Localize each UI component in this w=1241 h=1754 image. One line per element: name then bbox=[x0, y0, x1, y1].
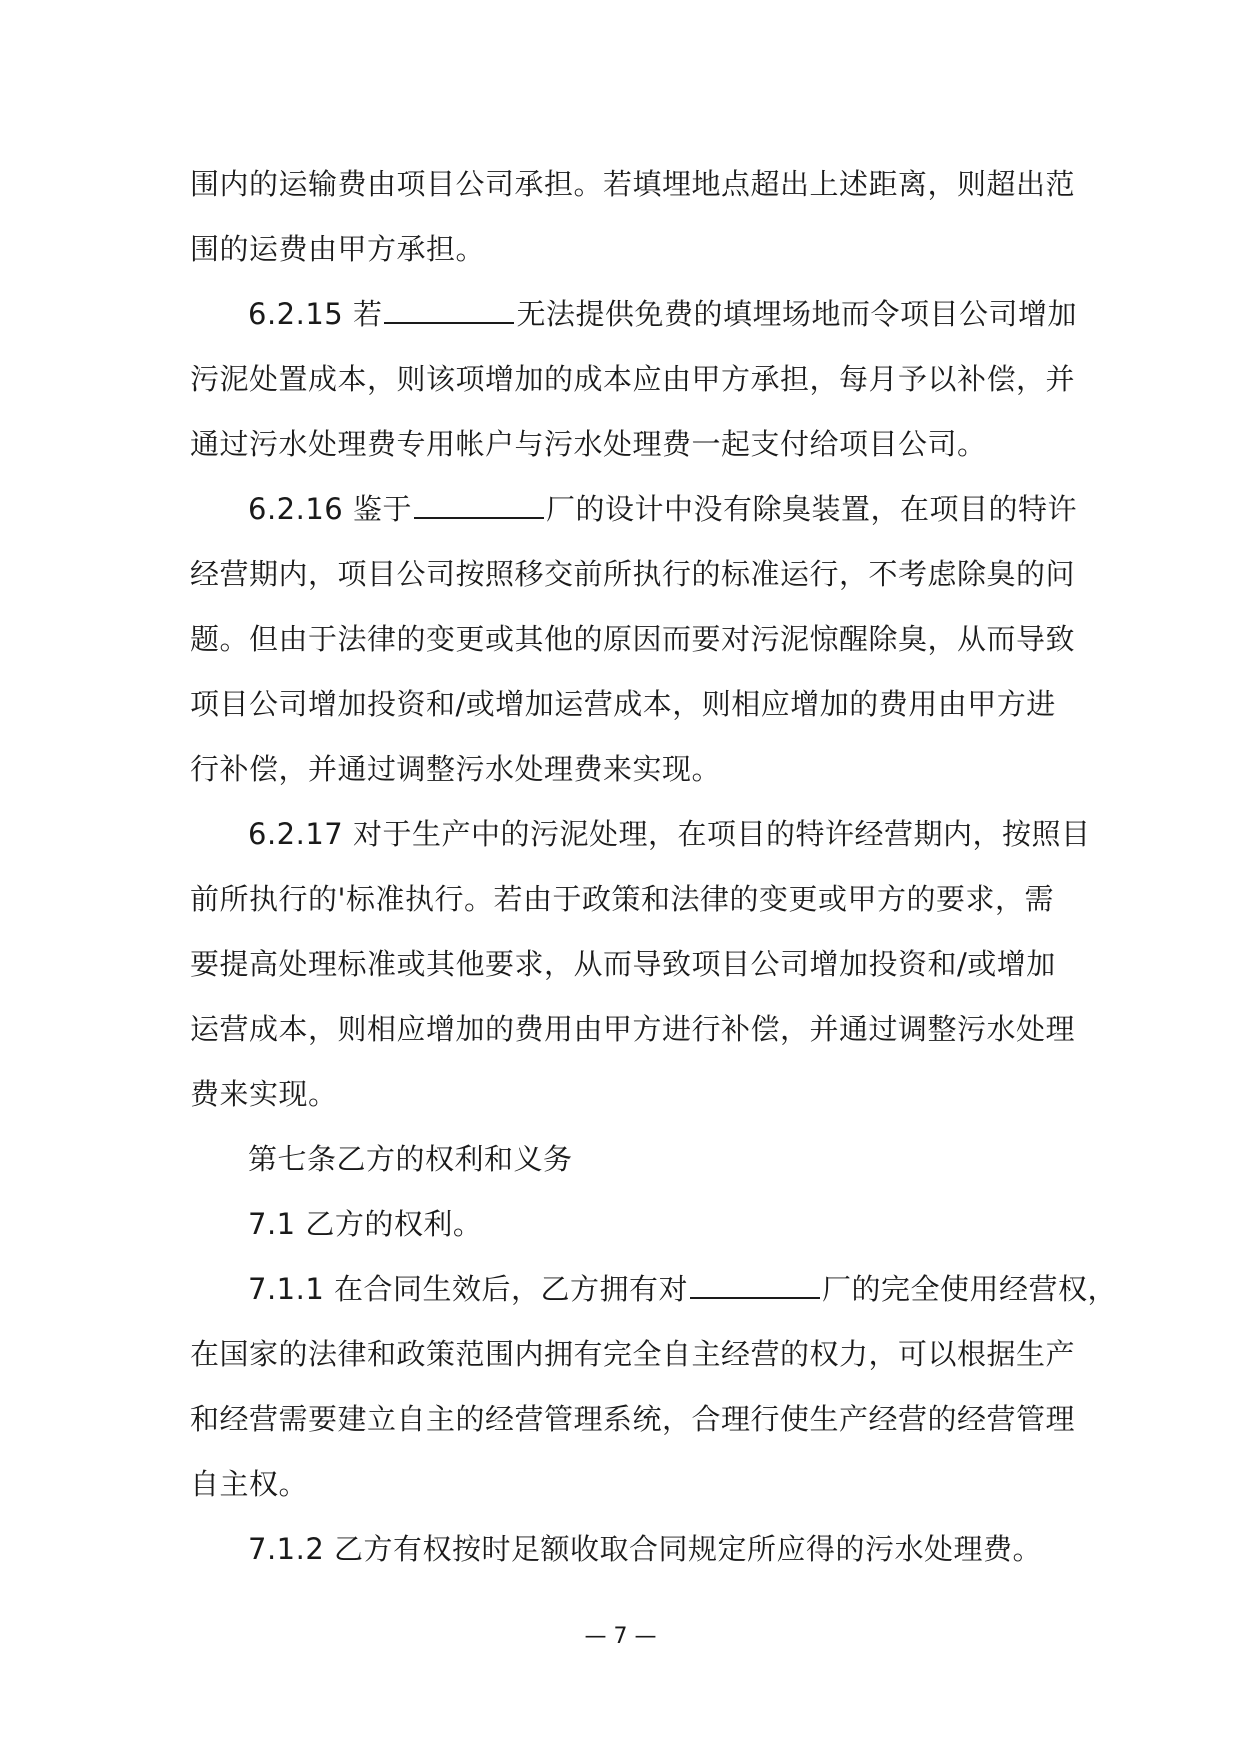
text-line: 7.1.2 乙方有权按时足额收取合同规定所应得的污水处理费。 bbox=[248, 1532, 1043, 1566]
text-segment: 厂的设计中没有除臭装置，在项目的特许 bbox=[545, 492, 1077, 526]
fill-in-blank bbox=[414, 516, 544, 519]
fill-in-blank bbox=[690, 1296, 820, 1299]
text-line bbox=[190, 1257, 1118, 1322]
text-segment: 6.2.15 若 bbox=[248, 297, 383, 331]
text-line: 行补偿，并通过调整污水处理费来实现。 bbox=[190, 752, 722, 786]
text-line bbox=[190, 477, 1077, 542]
text-line: 和经营需要建立自主的经营管理系统，合理行使生产经营的经营管理 bbox=[190, 1402, 1076, 1436]
document-body bbox=[190, 152, 1118, 1582]
text-line: 项目公司增加投资和/或增加运营成本，则相应增加的费用由甲方进 bbox=[190, 687, 1056, 721]
text-line: 6.2.17 对于生产中的污泥处理，在项目的特许经营期内，按照目 bbox=[248, 817, 1091, 851]
text-line: 7.1 乙方的权利。 bbox=[248, 1207, 483, 1241]
text-segment: 无法提供免费的填埋场地而令项目公司增加 bbox=[516, 297, 1077, 331]
text-line: 前所执行的'标准执行。若由于政策和法律的变更或甲方的要求，需 bbox=[190, 882, 1054, 916]
text-segment: 6.2.16 鉴于 bbox=[248, 492, 412, 526]
text-line: 围内的运输费由项目公司承担。若填埋地点超出上述距离，则超出范 bbox=[190, 167, 1076, 201]
text-line: 围的运费由甲方承担。 bbox=[190, 232, 486, 266]
text-line: 运营成本，则相应增加的费用由甲方进行补偿，并通过调整污水处理 bbox=[190, 1012, 1076, 1046]
text-segment: 厂的完全使用经营权， bbox=[822, 1272, 1118, 1306]
text-line bbox=[190, 282, 1077, 347]
text-line: 在国家的法律和政策范围内拥有完全自主经营的权力，可以根据生产 bbox=[190, 1337, 1076, 1371]
text-segment: 7.1.1 在合同生效后，乙方拥有对 bbox=[248, 1272, 689, 1306]
text-line: 通过污水处理费专用帐户与污水处理费一起支付给项目公司。 bbox=[190, 427, 987, 461]
text-line: 题。但由于法律的变更或其他的原因而要对污泥惊醒除臭，从而导致 bbox=[190, 622, 1076, 656]
fill-in-blank bbox=[384, 321, 514, 324]
text-line: 污泥处置成本，则该项增加的成本应由甲方承担，每月予以补偿，并 bbox=[190, 362, 1076, 396]
text-line: 第七条乙方的权利和义务 bbox=[248, 1142, 573, 1176]
text-line: 自主权。 bbox=[190, 1467, 309, 1501]
page-number: — 7 — bbox=[584, 1624, 657, 1649]
text-line: 费来实现。 bbox=[190, 1077, 338, 1111]
text-line: 经营期内，项目公司按照移交前所执行的标准运行，不考虑除臭的问 bbox=[190, 557, 1076, 591]
text-line: 要提高处理标准或其他要求，从而导致项目公司增加投资和/或增加 bbox=[190, 947, 1056, 981]
